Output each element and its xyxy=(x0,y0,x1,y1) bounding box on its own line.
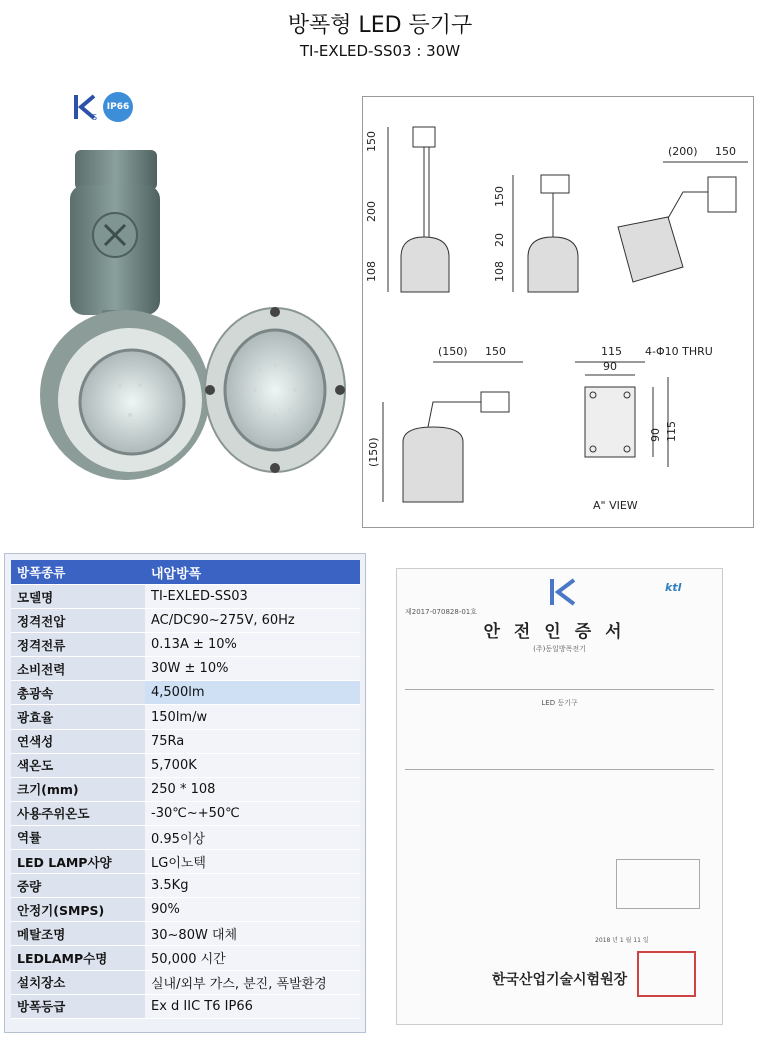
spec-value: 75Ra xyxy=(145,729,360,753)
spec-key: 크기(mm) xyxy=(11,777,145,801)
spec-value: 0.95이상 xyxy=(145,825,360,849)
spec-header-key: 방폭종류 xyxy=(11,560,145,585)
spec-row xyxy=(11,753,360,777)
dim-90-side: 90 xyxy=(649,428,662,442)
model-subtitle: TI-EXLED-SS03 : 30W xyxy=(299,42,461,60)
view-label: A" VIEW xyxy=(593,499,638,512)
spec-key: 방폭등급 xyxy=(11,994,145,1018)
spec-key: 메탈조명 xyxy=(11,922,145,946)
spec-key: 안정기(SMPS) xyxy=(11,898,145,922)
spec-key: LEDLAMP수명 xyxy=(11,946,145,970)
seal-box xyxy=(616,859,700,909)
dim-20: 20 xyxy=(493,233,506,247)
spec-key: 소비전력 xyxy=(11,657,145,681)
spec-row xyxy=(11,898,360,922)
spec-value: 실내/외부 가스, 분진, 폭발환경 xyxy=(145,970,360,994)
certificate-title: 안전인증서 xyxy=(483,622,636,642)
dim-150-paren: (150) xyxy=(438,345,468,358)
spec-key: 광효율 xyxy=(11,705,145,729)
dim-150-top: 150 xyxy=(365,131,378,152)
spec-key: 총광속 xyxy=(11,681,145,705)
spec-row xyxy=(11,874,360,898)
spec-key: 설치장소 xyxy=(11,970,145,994)
certificate-date: 2018 년 1 월 11 일 xyxy=(595,937,649,944)
dim-thru-note: 4-Φ10 THRU xyxy=(645,345,713,358)
dim-108: 108 xyxy=(365,261,378,282)
spec-row xyxy=(11,801,360,825)
spec-value: 150lm/w xyxy=(145,705,360,729)
spec-key: 사용주위온도 xyxy=(11,801,145,825)
dim-150-mid: 150 xyxy=(493,186,506,207)
spec-row-highlighted xyxy=(11,681,360,705)
spec-row xyxy=(11,994,360,1018)
spec-header-row xyxy=(11,560,360,585)
ip-rating-badge: IP66 xyxy=(103,92,133,122)
spec-header-value: 내압방폭 xyxy=(145,560,360,585)
spec-row xyxy=(11,946,360,970)
ktl-logo: ktl xyxy=(665,581,682,594)
spec-value: 250 * 108 xyxy=(145,777,360,801)
dim-115-side: 115 xyxy=(665,421,678,442)
product-photo xyxy=(30,130,360,510)
spec-row xyxy=(11,922,360,946)
spec-value: Ex d IIC T6 IP66 xyxy=(145,994,360,1018)
spec-value: 30~80W 대체 xyxy=(145,922,360,946)
kcs-sub-label: S xyxy=(92,113,98,122)
spec-key: 역률 xyxy=(11,825,145,849)
spec-row xyxy=(11,657,360,681)
spec-value: 5,700K xyxy=(145,753,360,777)
certificate-company: (주)동일방폭전기 xyxy=(533,645,586,653)
spec-row xyxy=(11,705,360,729)
page-title: 방폭형 LED 등기구 xyxy=(287,13,473,38)
spec-value: 50,000 시간 xyxy=(145,946,360,970)
spec-key: 정격전류 xyxy=(11,633,145,657)
kcs-mark-icon xyxy=(547,575,581,613)
spec-value: 90% xyxy=(145,898,360,922)
dimension-drawing xyxy=(362,96,754,528)
spec-row xyxy=(11,777,360,801)
spec-key: 정격전압 xyxy=(11,609,145,633)
spec-table xyxy=(11,560,360,1019)
spec-value: LG이노텍 xyxy=(145,850,360,874)
safety-certificate xyxy=(396,568,723,1025)
dim-200: 200 xyxy=(365,201,378,222)
spec-row xyxy=(11,729,360,753)
spec-value: 30W ± 10% xyxy=(145,657,360,681)
spec-key: LED LAMP사양 xyxy=(11,850,145,874)
dim-150-vertical: (150) xyxy=(367,437,380,467)
dim-150-right: 150 xyxy=(715,145,736,158)
dim-150-bottom: 150 xyxy=(485,345,506,358)
spec-panel xyxy=(4,553,366,1033)
spec-value: TI-EXLED-SS03 xyxy=(145,585,360,609)
spec-value: AC/DC90~275V, 60Hz xyxy=(145,609,360,633)
spec-value: -30℃~+50℃ xyxy=(145,801,360,825)
spec-value: 4,500lm xyxy=(145,681,360,705)
spec-key: 모델명 xyxy=(11,585,145,609)
spec-row xyxy=(11,970,360,994)
spec-row xyxy=(11,585,360,609)
spec-value: 0.13A ± 10% xyxy=(145,633,360,657)
spec-key: 색온도 xyxy=(11,753,145,777)
dim-90-top: 90 xyxy=(603,360,617,373)
spec-row xyxy=(11,633,360,657)
spec-key: 중량 xyxy=(11,874,145,898)
divider xyxy=(405,689,714,690)
divider xyxy=(405,769,714,770)
certificate-number: 제2017-070828-01호 xyxy=(405,608,478,616)
spec-row xyxy=(11,850,360,874)
certificate-product: LED 등기구 xyxy=(541,699,578,707)
dim-108-mid: 108 xyxy=(493,261,506,282)
spec-row xyxy=(11,609,360,633)
dim-200-paren: (200) xyxy=(668,145,698,158)
spec-row xyxy=(11,825,360,849)
certificate-issuer: 한국산업기술시험원장 xyxy=(491,972,628,988)
dim-115-top: 115 xyxy=(601,345,622,358)
spec-key: 연색성 xyxy=(11,729,145,753)
kcs-mark-icon xyxy=(72,92,100,126)
spec-value: 3.5Kg xyxy=(145,874,360,898)
